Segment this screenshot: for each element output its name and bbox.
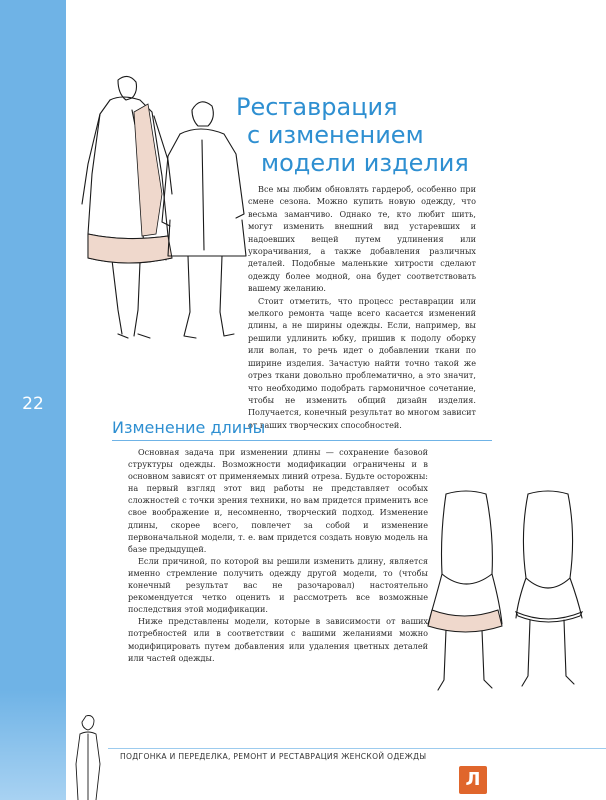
section-heading: Изменение длины bbox=[112, 418, 266, 437]
section-paragraph: Основная задача при изменении длины — сохранение базовой структуры одежды. Возможности модификации ограничены и в основном зависят от применяемых линий отреза. Будьте осторожны: на первый взгляд этот вид работы не представляет особых сложностей с точки зрения техники, но вам придется применить все свое воображение и, несомненно, творческий подход. Изменение длины, скорее всего, повлечет за собой и изменение первоначальной модели, т. е. вам придется создать новую модель на базе предыдущей. bbox=[128, 447, 428, 554]
title-line-1: Реставрация bbox=[236, 93, 398, 121]
title-line-2: с изменением bbox=[247, 121, 424, 149]
page-number: 22 bbox=[22, 394, 44, 414]
section-paragraph: Если причиной, по которой вы решили изменить длину, является именно стремление получить одежду другой модели, то (чтобы конечный результат вас не разочаровал) настоятельно рекомендуется четко оценить и рассмотреть все возможные последствия этой модификации. bbox=[128, 555, 428, 615]
section-paragraph: Ниже представлены модели, которые в зависимости от ваших потребностей или в соответствии с вашими желаниями можно модифицировать путем добавления или удаления цветных деталей или частей одежды. bbox=[128, 616, 428, 663]
section-text bbox=[128, 446, 428, 664]
intro-text bbox=[248, 183, 476, 431]
coat-front-hem-highlight bbox=[88, 234, 172, 263]
title-line-3: модели изделия bbox=[261, 149, 469, 177]
figure-sketch bbox=[70, 712, 104, 800]
book-title-footer: ПОДГОНКА И ПЕРЕДЕЛКА, РЕМОНТ И РЕСТАВРАЦИЯ ЖЕНСКОЙ ОДЕЖДЫ bbox=[120, 752, 427, 761]
intro-paragraph: Стоит отметить, что процесс реставрации или мелкого ремонта чаще всего касается изменений длины, а не ширины одежды. Если, например, вы решили удлинить юбку, пришив к подолу оборку или волан, то речь идет о добавлении ткани по ширине изделия. Зачастую найти точно такой же отрез ткани довольно проблематично, а это значит, что необходимо подобрать гармоничное сочетание, чтобы не изменить общий дизайн изделия. Получается, конечный результат во многом зависит от ваших творческих способностей. bbox=[248, 295, 476, 430]
skirts-illustration bbox=[428, 470, 596, 700]
section-divider bbox=[112, 440, 492, 441]
intro-paragraph: Все мы любим обновлять гардероб, особенно при смене сезона. Можно купить новую одежду, что весьма заманчиво. Однако те, кто любит шить, могут изменить внешний вид устаревших и надоевших вещей путем удлинения или укорачивания, а также добавления различных деталей. Подобные маленькие хитрости сделают одежду более модной, она будет соответствовать вашему желанию. bbox=[248, 184, 476, 294]
page-title bbox=[220, 93, 470, 177]
skirt-hem-highlight bbox=[428, 610, 502, 632]
footer-divider bbox=[108, 748, 606, 749]
litres-logo-icon: Л bbox=[459, 766, 487, 794]
